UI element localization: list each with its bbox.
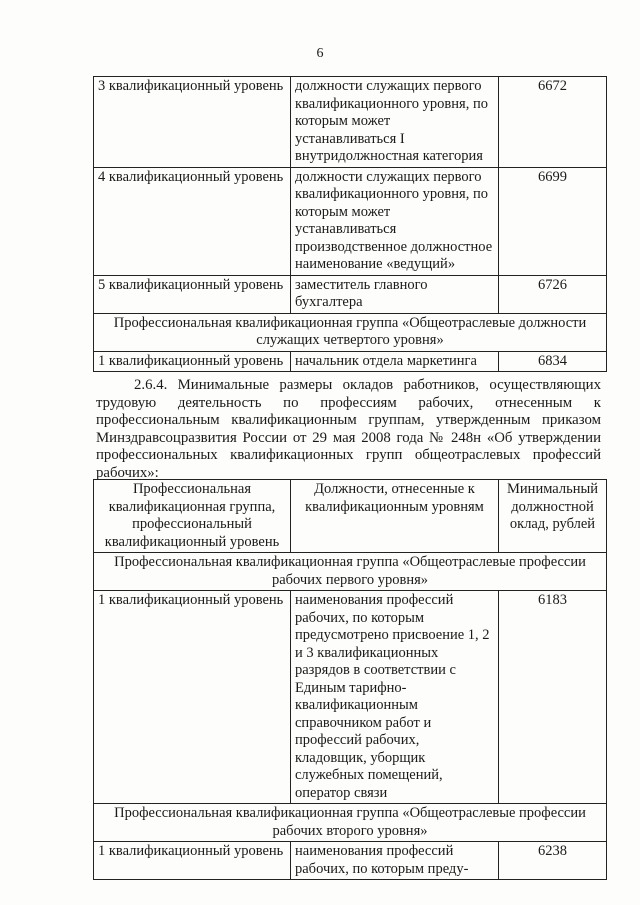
table-row <box>94 351 607 372</box>
group-header-row <box>94 553 607 591</box>
table-row <box>94 591 607 804</box>
table-row <box>94 77 607 168</box>
group-header-row <box>94 804 607 842</box>
level-cell: 4 квалификационный уровень <box>94 167 291 275</box>
level-cell: 1 квалификационный уровень <box>94 351 291 372</box>
salary-cell: 6672 <box>499 77 607 168</box>
group-header-cell: Профессиональная квалификационная группа «Общеотраслевые профессии рабочих второго уровня» <box>94 804 607 842</box>
clause-paragraph: 2.6.4. Минимальные размеры окладов работников, осуществляющих трудовую деятельность по профессиям рабочих, отнесенным к профессиональным квалификационным группам, утвержденным приказом Минздравсоцразвития России от 29 мая 2008 года № 248н «Об утверждении профессиональных квалификационных групп общеотраслевых профессий рабочих»: <box>96 377 601 481</box>
salary-cell: 6183 <box>499 591 607 804</box>
column-header-group: Профессиональная квалификационная группа, профессиональный квалификационный уровень <box>94 480 291 553</box>
salary-cell: 6834 <box>499 351 607 372</box>
group-header-row <box>94 313 607 351</box>
salary-cell: 6238 <box>499 842 607 880</box>
salary-table-employees <box>93 76 607 372</box>
table-row <box>94 842 607 880</box>
salary-table-workers <box>93 479 607 880</box>
level-cell: 5 квалификационный уровень <box>94 275 291 313</box>
group-header-cell: Профессиональная квалификационная группа «Общеотраслевые должности служащих четвертого уровня» <box>94 313 607 351</box>
salary-cell: 6726 <box>499 275 607 313</box>
header-row <box>94 480 607 553</box>
level-cell: 1 квалификационный уровень <box>94 591 291 804</box>
positions-cell: должности служащих первого квалификационного уровня, по которым может устанавливаться производственное должностное наименование «ведущий» <box>291 167 499 275</box>
level-cell: 3 квалификационный уровень <box>94 77 291 168</box>
positions-cell: наименования профессий рабочих, по которым преду- <box>291 842 499 880</box>
positions-cell: наименования профессий рабочих, по которым предусмотрено присвоение 1, 2 и 3 квалификационных разрядов в соответствии с Единым тарифно-квалификационным справочником работ и профессий рабочих, кладовщик, уборщик служебных помещений, оператор связи <box>291 591 499 804</box>
page-number: 6 <box>316 46 324 61</box>
table-row <box>94 167 607 275</box>
positions-cell: начальник отдела маркетинга <box>291 351 499 372</box>
salary-cell: 6699 <box>499 167 607 275</box>
positions-cell: должности служащих первого квалификационного уровня, по которым может устанавливаться I внутридолжностная категория <box>291 77 499 168</box>
level-cell: 1 квалификационный уровень <box>94 842 291 880</box>
column-header-salary: Минимальный должностной оклад, рублей <box>499 480 607 553</box>
table-row <box>94 275 607 313</box>
positions-cell: заместитель главного бухгалтера <box>291 275 499 313</box>
group-header-cell: Профессиональная квалификационная группа «Общеотраслевые профессии рабочих первого уровня» <box>94 553 607 591</box>
column-header-positions: Должности, отнесенные к квалификационным уровням <box>291 480 499 553</box>
